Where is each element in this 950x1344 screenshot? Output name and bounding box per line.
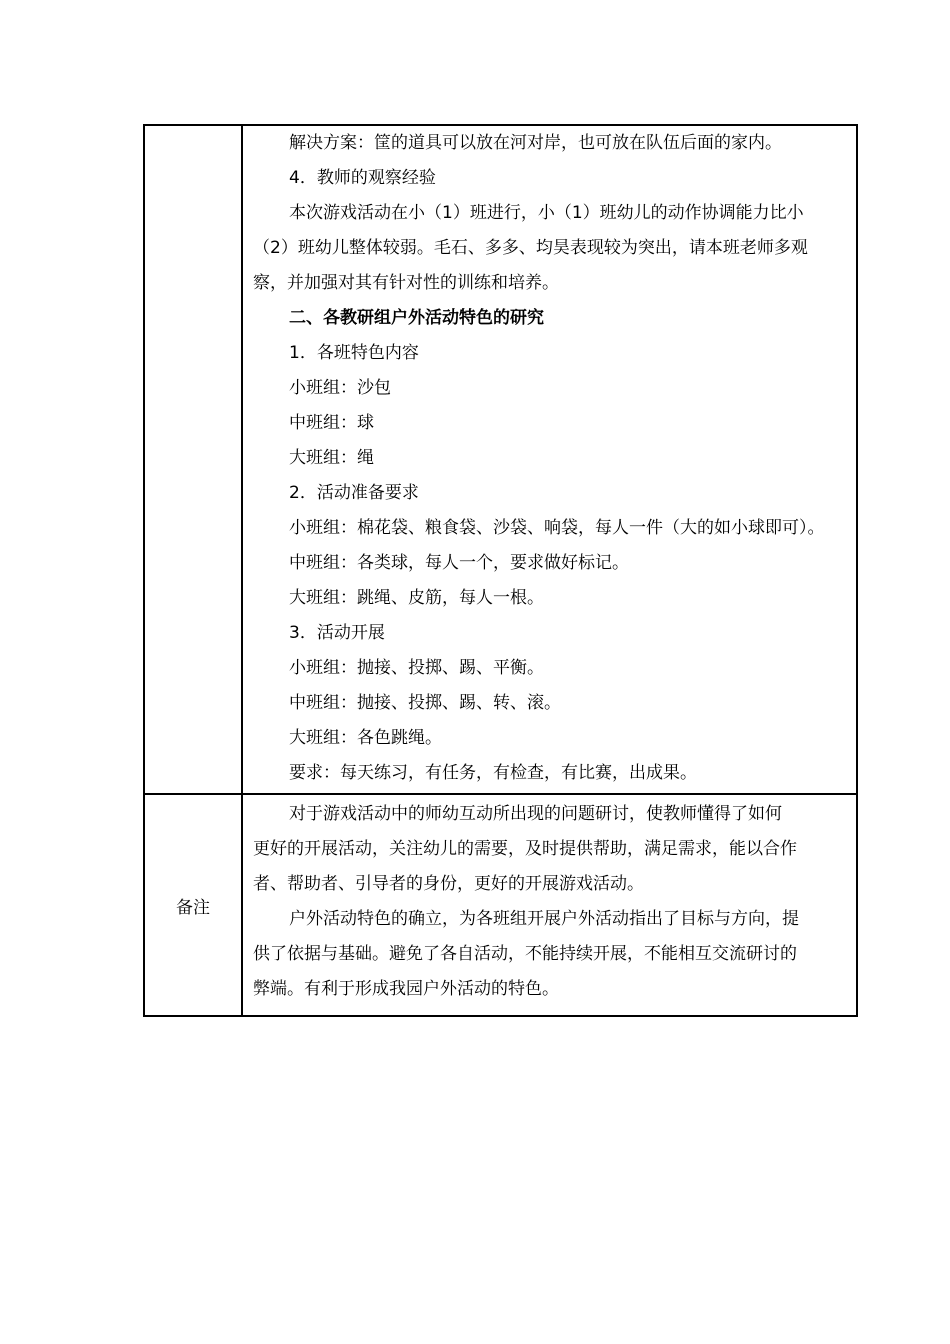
text-line: 中班组：各类球，每人一个，要求做好标记。 [289, 553, 629, 573]
text-line: 供了依据与基础。避免了各自活动，不能持续开展，不能相互交流研讨的 [253, 944, 797, 964]
content-cell [242, 125, 857, 794]
text-line: 大班组：绳 [289, 448, 374, 468]
report-table [143, 124, 858, 1017]
text-line: 大班组：各色跳绳。 [289, 728, 442, 748]
content-row [144, 125, 857, 794]
text-line: 更好的开展活动，关注幼儿的需要，及时提供帮助，满足需求，能以合作 [253, 839, 797, 859]
text-line: 小班组：沙包 [289, 378, 391, 398]
text-line: 户外活动特色的确立，为各班组开展户外活动指出了目标与方向，提 [289, 909, 799, 929]
text-line: （2）班幼儿整体较弱。毛石、多多、均昊表现较为突出，请本班老师多观 [253, 238, 808, 258]
text-line: 察，并加强对其有针对性的训练和培养。 [253, 273, 559, 293]
section-heading: 二、各教研组户外活动特色的研究 [289, 308, 544, 328]
text-line: 4．教师的观察经验 [289, 168, 436, 188]
text-line: 中班组：球 [289, 413, 374, 433]
text-line: 小班组：棉花袋、粮食袋、沙袋、响袋，每人一件（大的如小球即可）。 [289, 518, 825, 538]
content-lines [243, 126, 856, 793]
empty-label-cell [144, 125, 242, 794]
notes-label: 备注 [144, 794, 242, 1016]
text-line: 本次游戏活动在小（1）班进行，小（1）班幼儿的动作协调能力比小 [289, 203, 804, 223]
notes-cell [242, 794, 857, 1016]
text-line: 2．活动准备要求 [289, 483, 419, 503]
text-line: 要求：每天练习，有任务，有检查，有比赛，出成果。 [289, 763, 697, 783]
notes-lines [243, 795, 856, 1015]
text-line: 解决方案：筐的道具可以放在河对岸，也可放在队伍后面的家内。 [289, 133, 782, 153]
text-line: 中班组：抛接、投掷、踢、转、滚。 [289, 693, 561, 713]
text-line: 对于游戏活动中的师幼互动所出现的问题研讨，使教师懂得了如何 [289, 804, 782, 824]
text-line: 大班组：跳绳、皮筋，每人一根。 [289, 588, 544, 608]
notes-row [144, 794, 857, 1016]
text-line: 1．各班特色内容 [289, 343, 419, 363]
text-line: 小班组：抛接、投掷、踢、平衡。 [289, 658, 544, 678]
text-line: 弊端。有利于形成我园户外活动的特色。 [253, 979, 559, 999]
text-line: 3．活动开展 [289, 623, 385, 643]
text-line: 者、帮助者、引导者的身份，更好的开展游戏活动。 [253, 874, 644, 894]
